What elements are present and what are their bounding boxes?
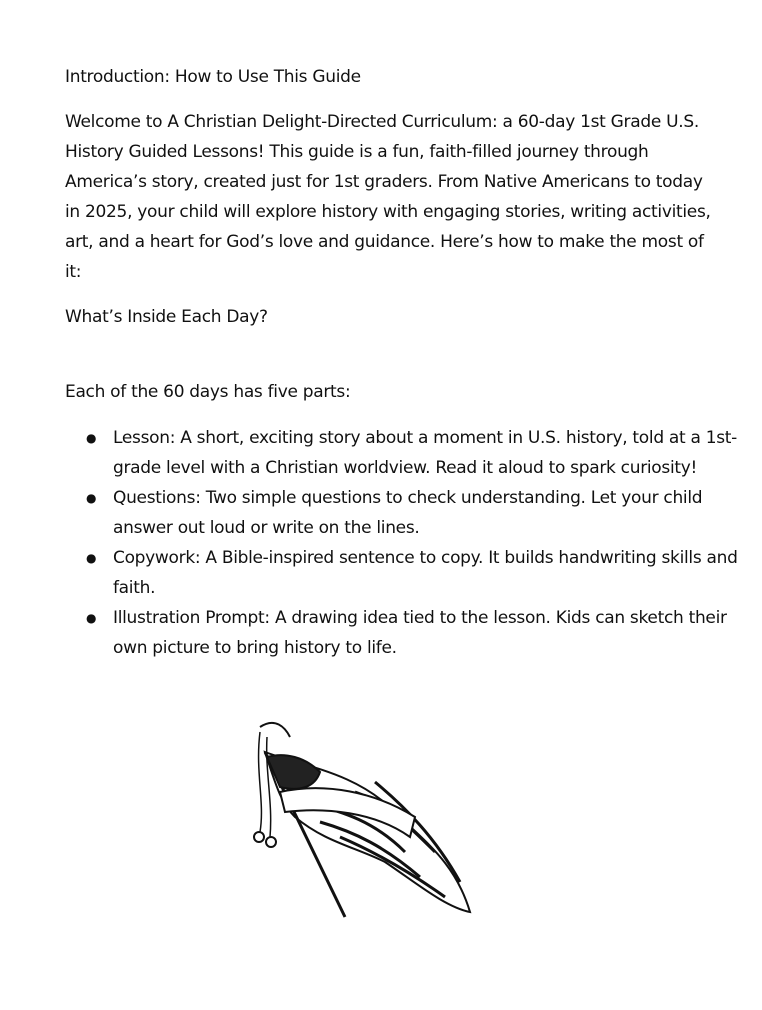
list-item: ● Questions: Two simple questions to check understanding. Let your child answer out loud or write on the lines. [113,483,753,543]
parts-intro: Each of the 60 days has five parts: [65,382,351,402]
parts-list [65,423,753,663]
list-item: ● Lesson: A short, exciting story about a moment in U.S. history, told at a 1st-grade level with a Christian worldview. Read it aloud to spark curiosity! [113,423,753,483]
section-heading: Introduction: How to Use This Guide [65,67,361,87]
list-item: ● Copywork: A Bible-inspired sentence to copy. It builds handwriting skills and faith. [113,543,753,603]
subheading: What’s Inside Each Day? [65,307,268,327]
welcome-paragraph: Welcome to A Christian Delight-Directed Curriculum: a 60-day 1st Grade U.S. History Guided Lessons! This guide is a fun, faith-filled journey through America’s story, created just for 1st graders. From Native Americans to today in 2025, your child will explore history with engaging stories, writing activities, art, and a heart for God’s love and guidance. Here’s how to make the most of it: [65,112,711,282]
list-item: ● Illustration Prompt: A drawing idea tied to the lesson. Kids can sketch their own picture to bring history to life. [113,603,753,663]
american-flag-illustration [245,712,480,927]
